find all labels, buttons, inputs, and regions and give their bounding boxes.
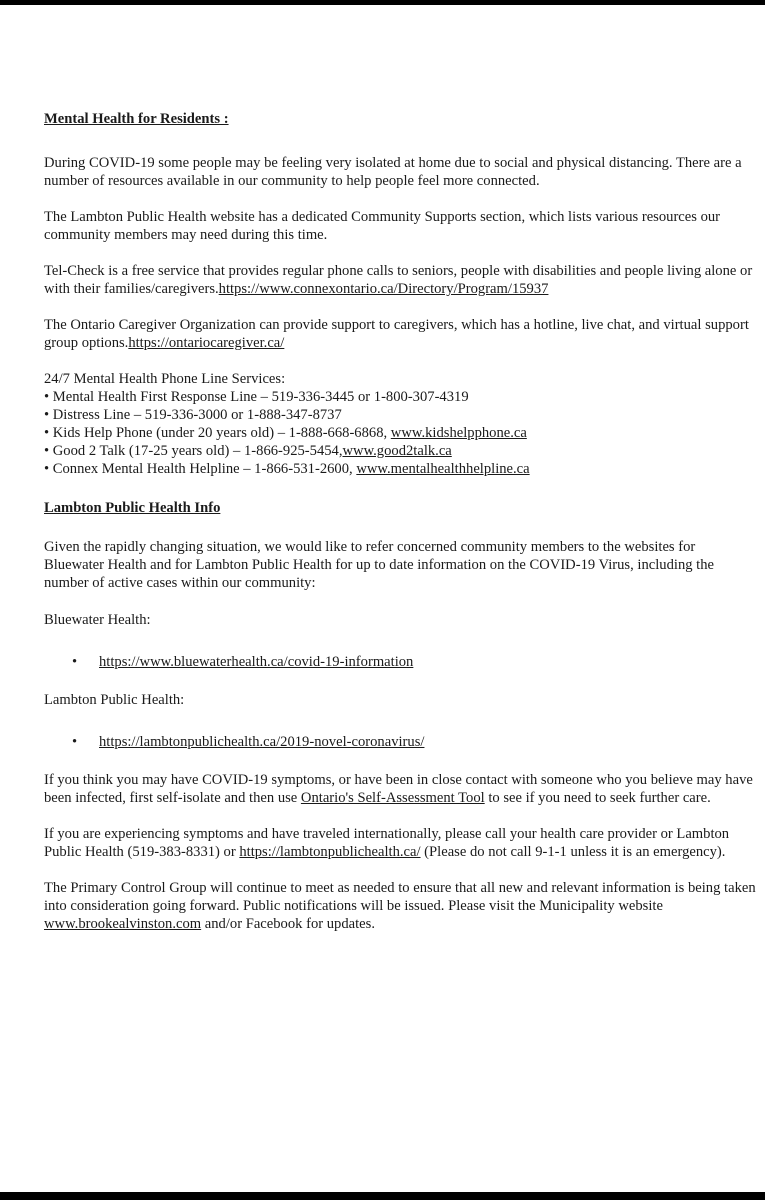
bluewater-link[interactable]: https://www.bluewaterhealth.ca/covid-19-information [99, 654, 414, 670]
list-item-connex-helpline [44, 460, 756, 478]
symptoms-text-b: to see if you need to seek further care. [484, 790, 711, 806]
symptoms-text-a: If you think you may have COVID-19 symptoms, or have been in close contact with someone who you believe may have been infected, first self-isolate and then use [44, 772, 753, 806]
mentalhealthhelpline-link[interactable]: www.mentalhealthhelpline.ca [356, 461, 530, 477]
connex-text: • Connex Mental Health Helpline – 1-866-531-2600, [44, 461, 357, 477]
brookealvinston-link[interactable]: www.brookealvinston.com [44, 916, 202, 932]
heading-lambton-public-health: Lambton Public Health Info [44, 500, 221, 516]
paragraph-tel-check [44, 262, 756, 298]
paragraph-community-supports: The Lambton Public Health website has a dedicated Community Supports section, which lists various resources our community members may need during this time. [44, 209, 721, 243]
paragraph-refer-websites: Given the rapidly changing situation, we would like to refer concerned community members to the websites for Bluewater Health and for Lambton Public Health for up to date information on the COVID-19 Virus, including the number of active cases within our community: [44, 539, 715, 591]
bullet-dot: • [72, 654, 78, 670]
good2talk-link[interactable]: www.good2talk.ca [342, 443, 452, 459]
lambtonpublichealth-link[interactable]: https://lambtonpublichealth.ca/ [239, 844, 421, 860]
bluewater-bullet [44, 653, 756, 671]
connexontario-link[interactable]: https://www.connexontario.ca/Directory/Program/15937 [218, 281, 549, 297]
kids-help-text: • Kids Help Phone (under 20 years old) – 1-888-668-6868, [44, 425, 391, 441]
lph-bullet [44, 733, 756, 751]
bluewater-label: Bluewater Health: [44, 612, 151, 628]
list-item-distress-line: • Distress Line – 519-336-3000 or 1-888-347-8737 [44, 407, 342, 423]
tel-check-text: Tel-Check is a free service that provides regular phone calls to seniors, people with disabilities and people living alone or with their families/caregivers. [44, 263, 753, 297]
heading-mental-health: Mental Health for Residents : [44, 111, 229, 127]
paragraph-symptoms [44, 771, 756, 807]
paragraph-travel [44, 825, 756, 861]
list-item-kids-help-phone [44, 424, 756, 442]
self-assessment-link[interactable]: Ontario's Self-Assessment Tool [300, 790, 485, 806]
bottom-border [0, 1192, 765, 1200]
paragraph-primary-control-group [44, 879, 756, 933]
paragraph-isolation: During COVID-19 some people may be feeling very isolated at home due to social and physical distancing. There are a number of resources available in our community to help people feel more connected. [44, 155, 742, 189]
list-item-good2talk [44, 442, 756, 460]
pcg-text-b: and/or Facebook for updates. [201, 916, 375, 932]
lph-coronavirus-link[interactable]: https://lambtonpublichealth.ca/2019-novel-coronavirus/ [99, 734, 425, 750]
travel-text-a: If you are experiencing symptoms and have traveled internationally, please call your health care provider or Lambton Public Health (519-383-8331) or [44, 826, 730, 860]
caregiver-text: The Ontario Caregiver Organization can provide support to caregivers, which has a hotline, live chat, and virtual support group options. [44, 317, 749, 351]
kidshelpphone-link[interactable]: www.kidshelpphone.ca [390, 425, 527, 441]
lambton-public-health-label: Lambton Public Health: [44, 692, 185, 708]
bullet-dot: • [72, 734, 78, 750]
paragraph-caregiver [44, 316, 756, 352]
ontariocaregiver-link[interactable]: https://ontariocaregiver.ca/ [128, 335, 285, 351]
document-content [44, 110, 756, 933]
pcg-text-a: The Primary Control Group will continue to meet as needed to ensure that all new and relevant information is being taken into consideration going forward. Public notifications will be issued. Please visit the Municipality website [44, 880, 756, 914]
good2talk-text: • Good 2 Talk (17-25 years old) – 1-866-925-5454, [44, 443, 343, 459]
top-border [0, 0, 765, 5]
list-item-first-response: • Mental Health First Response Line – 519-336-3445 or 1-800-307-4319 [44, 389, 469, 405]
phone-lines-title: 24/7 Mental Health Phone Line Services: [44, 371, 286, 387]
travel-text-b: (Please do not call 9-1-1 unless it is an emergency). [420, 844, 726, 860]
